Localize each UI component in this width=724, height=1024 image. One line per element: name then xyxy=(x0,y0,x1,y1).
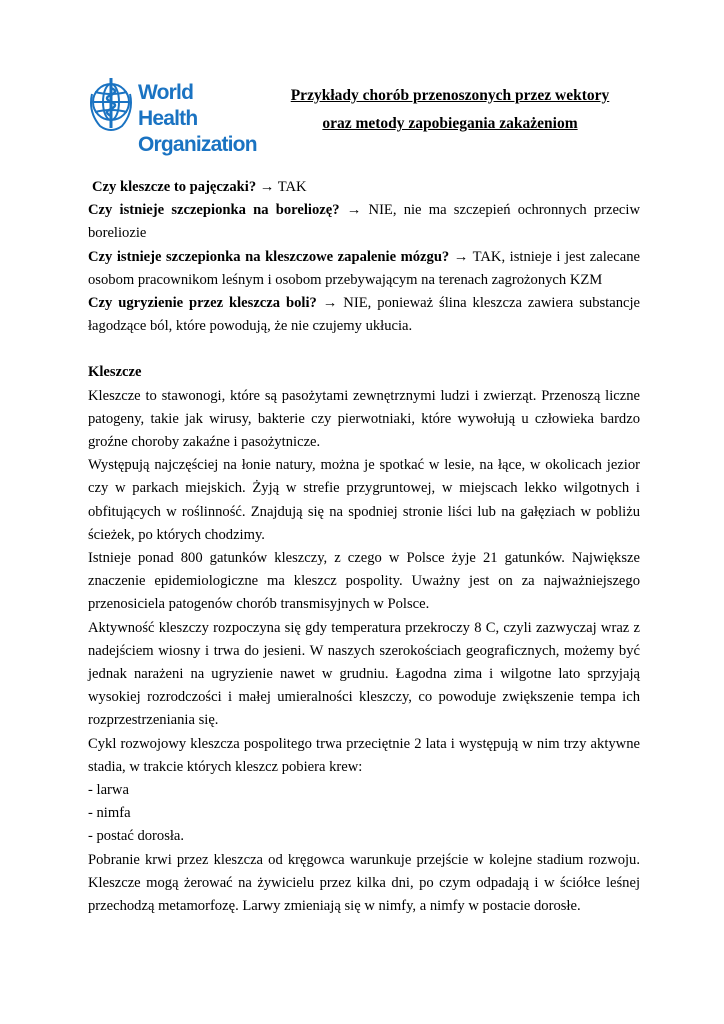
faq-answer: → NIE, ponieważ ślina kleszcza zawiera substancje łagodzące ból, które powodują, że nie czujemy ukłucia. xyxy=(88,295,641,335)
list-item: - larwa xyxy=(88,782,129,799)
paragraph: Istnieje ponad 800 gatunków kleszczy, z czego w Polsce żyje 21 gatunków. Największe znaczenie epidemiologiczne ma kleszcz pospolity. Uważny jest on za najważniejszego przenosiciela patogenów chorób transmisyjnych w Polsce. xyxy=(88,550,640,613)
who-logo xyxy=(88,72,257,156)
list-item: - nimfa xyxy=(88,805,131,822)
faq-answer: → TAK, istnieje i jest zalecane osobom pracownikom leśnym i osobom przebywającym na terenach zagrożonych KZM xyxy=(88,248,640,288)
faq-item xyxy=(88,199,640,245)
faq-question: Czy kleszcze to pajęczaki? xyxy=(92,179,257,195)
faq-answer: → NIE, nie ma szczepień ochronnych przeciw boreliozie xyxy=(88,202,641,242)
section-heading: Kleszcze xyxy=(88,364,142,381)
paragraph: Aktywność kleszczy rozpoczyna się gdy temperatura przekroczy 8 C, czyli zazwyczaj wraz z nadejściem wiosny i trwa do jesieni. W naszych szerokościach geograficznych, możemy być jednak narażeni na ugryzienie nawet w grudniu. Łagodna zima i wilgotne lato sprzyjają wysokiej rozrodczości i małej umieralności kleszczy, co powoduje zwiększenie tempa ich rozprzestrzeniania się. xyxy=(88,619,640,729)
faq-item xyxy=(88,176,640,199)
paragraph: Cykl rozwojowy kleszcza pospolitego trwa przeciętnie 2 lata i występują w nim trzy aktywne stadia, w trakcie których kleszcz pobiera krew: xyxy=(88,735,640,775)
paragraph: Występują najczęściej na łonie natury, można je spotkać w lesie, na łące, w okolicach jezior czy w parkach miejskich. Żyją w strefie przygruntowej, w miejscach lekko wilgotnych i obfitujących w roślinność. Znajdują się na spodniej stronie liści lub na gałęziach w pobliżu ścieżek, po których chodzimy. xyxy=(88,457,640,543)
paragraph: Pobranie krwi przez kleszcza od kręgowca warunkuje przejście w kolejne stadium rozwoju. Kleszcze mogą żerować na żywicielu przez kilka dni, po czym odpadają i w ściółce leśnej przechodzą metamorfozę. Larwy zmieniają się w nimfy, a nimfy w postacie dorosłe. xyxy=(88,851,640,915)
faq-answer: → TAK xyxy=(256,179,307,195)
faq-question: Czy istnieje szczepionka na boreliozę? xyxy=(88,202,340,219)
faq-question: Czy istnieje szczepionka na kleszczowe zapalenie mózgu? xyxy=(88,248,450,265)
paragraph: Kleszcze to stawonogi, które są pasożytami zewnętrznymi ludzi i zwierząt. Przenoszą liczne patogeny, takie jak wirusy, bakterie czy pierwotniaki, które wywołują u człowieka bardzo groźne choroby zakaźne i pasożytnicze. xyxy=(88,387,640,451)
faq-item xyxy=(88,292,640,338)
title-line-1: Przykłady chorób przenoszonych przez wektory xyxy=(290,87,610,104)
who-wordmark xyxy=(138,80,257,158)
page-title xyxy=(250,82,650,138)
list-item: - postać dorosła. xyxy=(88,828,185,845)
who-emblem-icon xyxy=(88,72,134,138)
faq-question: Czy ugryzienie przez kleszcza boli? xyxy=(88,295,317,312)
logo-line-2: Organization xyxy=(138,133,257,156)
title-line-2: oraz metody zapobiegania zakażeniom xyxy=(322,115,578,132)
document-body xyxy=(88,176,640,918)
logo-line-1: World Health xyxy=(138,81,198,130)
faq-item xyxy=(88,246,640,292)
